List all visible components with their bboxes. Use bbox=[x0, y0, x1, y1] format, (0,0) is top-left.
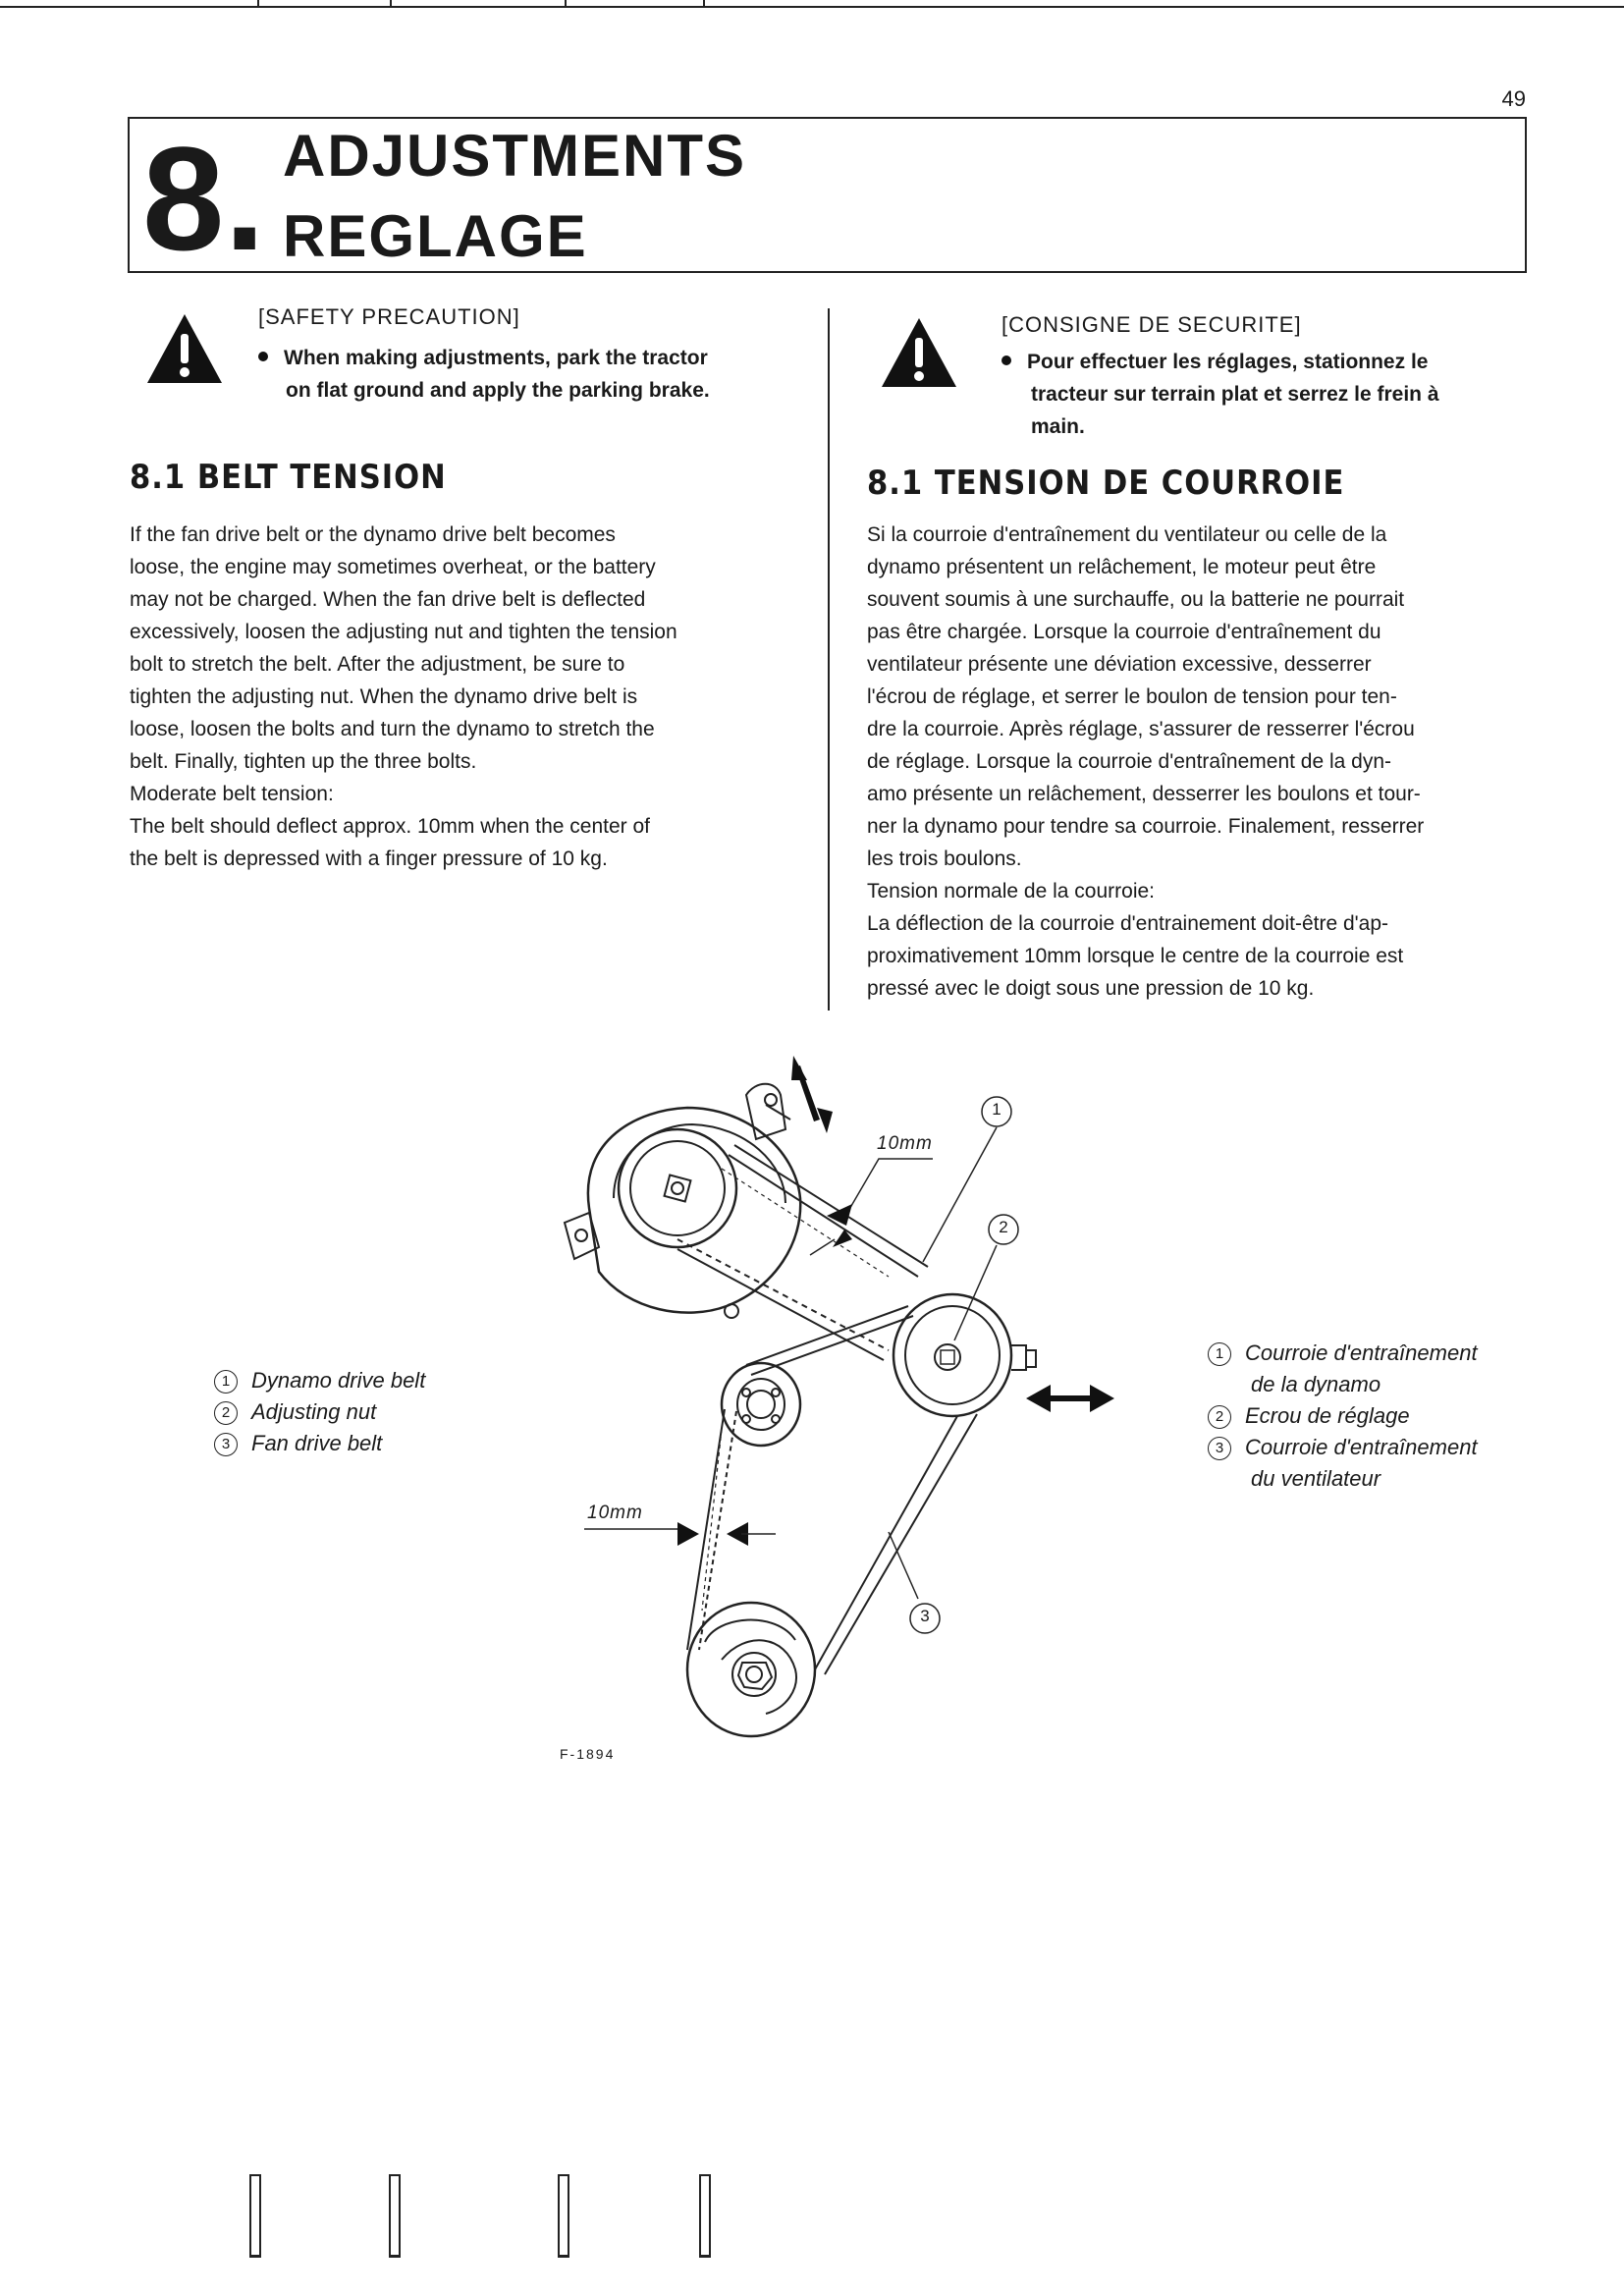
safety-text-en-1: When making adjustments, park the tractor bbox=[258, 342, 708, 374]
crankshaft-pulley bbox=[687, 1603, 815, 1736]
top-edge-tick bbox=[703, 0, 705, 8]
legend-item-cont: du ventilateur bbox=[1251, 1466, 1381, 1491]
chapter-title-fr: REGLAGE bbox=[283, 203, 588, 269]
callout-label-2: 2 bbox=[999, 1218, 1008, 1236]
legend-item: 2 Adjusting nut bbox=[214, 1396, 425, 1428]
adjust-direction-arrow bbox=[1026, 1385, 1114, 1412]
top-edge-tick bbox=[390, 0, 392, 8]
dimension-label-lower: 10mm bbox=[587, 1503, 643, 1523]
safety-text-fr-2: tracteur sur terrain plat et serrez le frein à bbox=[1031, 383, 1439, 406]
warning-icon bbox=[880, 316, 958, 389]
legend-item: 3 Courroie d'entraînement bbox=[1208, 1432, 1478, 1463]
callout-leader-1 bbox=[923, 1127, 997, 1262]
section-title-fr: 8.1 TENSION DE COURROIE bbox=[867, 464, 1345, 503]
section-title-en: 8.1 BELT TENSION bbox=[130, 458, 447, 497]
pivot-arrow bbox=[791, 1056, 833, 1133]
chapter-number: 8. bbox=[142, 116, 266, 281]
top-edge-tick bbox=[565, 0, 567, 8]
figure-code: F-1894 bbox=[560, 1746, 616, 1762]
binding-mark bbox=[558, 2174, 569, 2258]
safety-text-fr-1: Pour effectuer les réglages, stationnez le bbox=[1001, 346, 1530, 378]
legend-item: 2 Ecrou de réglage bbox=[1208, 1400, 1478, 1432]
chapter-title-en: ADJUSTMENTS bbox=[283, 123, 747, 189]
top-edge-tick bbox=[257, 0, 259, 8]
safety-heading-fr: [CONSIGNE DE SECURITE] bbox=[1001, 312, 1302, 337]
dynamo-drive-belt bbox=[677, 1145, 928, 1360]
fan-drive-belt bbox=[687, 1306, 977, 1674]
callout-label-3: 3 bbox=[920, 1607, 930, 1625]
legend-item-cont: de la dynamo bbox=[1251, 1372, 1381, 1396]
binding-mark bbox=[249, 2174, 261, 2258]
callout-label-1: 1 bbox=[992, 1100, 1001, 1119]
lower-deflection-dimension bbox=[584, 1522, 776, 1546]
page-number: 49 bbox=[1501, 86, 1526, 111]
fan-pulley bbox=[893, 1294, 1036, 1416]
legend-item: 1 Courroie d'entraînement bbox=[1208, 1338, 1478, 1369]
bullet-icon bbox=[258, 352, 268, 361]
belt-tension-diagram bbox=[530, 1051, 1119, 1758]
legend-fr bbox=[1208, 1338, 1478, 1495]
column-divider bbox=[828, 308, 830, 1011]
dynamo-pulley bbox=[565, 1084, 800, 1318]
body-text-en: If the fan drive belt or the dynamo drive belt becomes loose, the engine may sometimes overheat, or the battery may not be charged. When the fan drive belt is deflected excessively, loosen the adjusting nut and tighten the tension bolt to stretch the belt. After the adjustment, be sure to tighten the adjusting nut. When the dynamo drive belt is loose, loosen the bolts and turn the dynamo to stretch the belt. Finally, tighten up the three bolts. Moderate belt tension: The belt should deflect approx. 10mm when the center of the belt is depressed with a finger pressure of 10 kg. bbox=[130, 523, 677, 870]
bullet-icon bbox=[1001, 355, 1011, 365]
binding-mark bbox=[389, 2174, 401, 2258]
safety-heading-en: [SAFETY PRECAUTION] bbox=[258, 304, 520, 329]
legend-item: 3 Fan drive belt bbox=[214, 1428, 425, 1459]
binding-mark bbox=[699, 2174, 711, 2258]
safety-text-en-2: on flat ground and apply the parking brake. bbox=[286, 379, 710, 402]
legend-item: 1 Dynamo drive belt bbox=[214, 1365, 425, 1396]
top-edge-line bbox=[0, 6, 1624, 8]
legend-en bbox=[214, 1365, 425, 1459]
upper-deflection-dimension bbox=[810, 1159, 933, 1255]
safety-text-fr-3: main. bbox=[1031, 415, 1085, 438]
body-text-fr: Si la courroie d'entraînement du ventilateur ou celle de la dynamo présentent un relâchement, le moteur peut être souvent soumis à une surchauffe, ou la batterie ne pourrait pas être chargée. Lorsque la courroie d'entraînement du ventilateur présente une déviation excessive, desserrer l'écrou de réglage, et serrer le boulon de tension pour ten- dre la courroie. Après réglage, s'assurer de resserrer l'écrou de réglage. Lorsque la courroie d'entraînement de la dyn- amo présente un relâchement, desserrer les boulons et tour- ner la dynamo pour tendre sa courroie. Finalement, resserrer les trois boulons. Tension normale de la courroie: La déflection de la courroie d'entrainement doit-être d'ap- proximativement 10mm lorsque le centre de la courroie est pressé avec le doigt sous une pression de 10 kg. bbox=[867, 523, 1425, 1000]
dimension-label-upper: 10mm bbox=[877, 1133, 933, 1154]
warning-icon bbox=[145, 312, 224, 385]
